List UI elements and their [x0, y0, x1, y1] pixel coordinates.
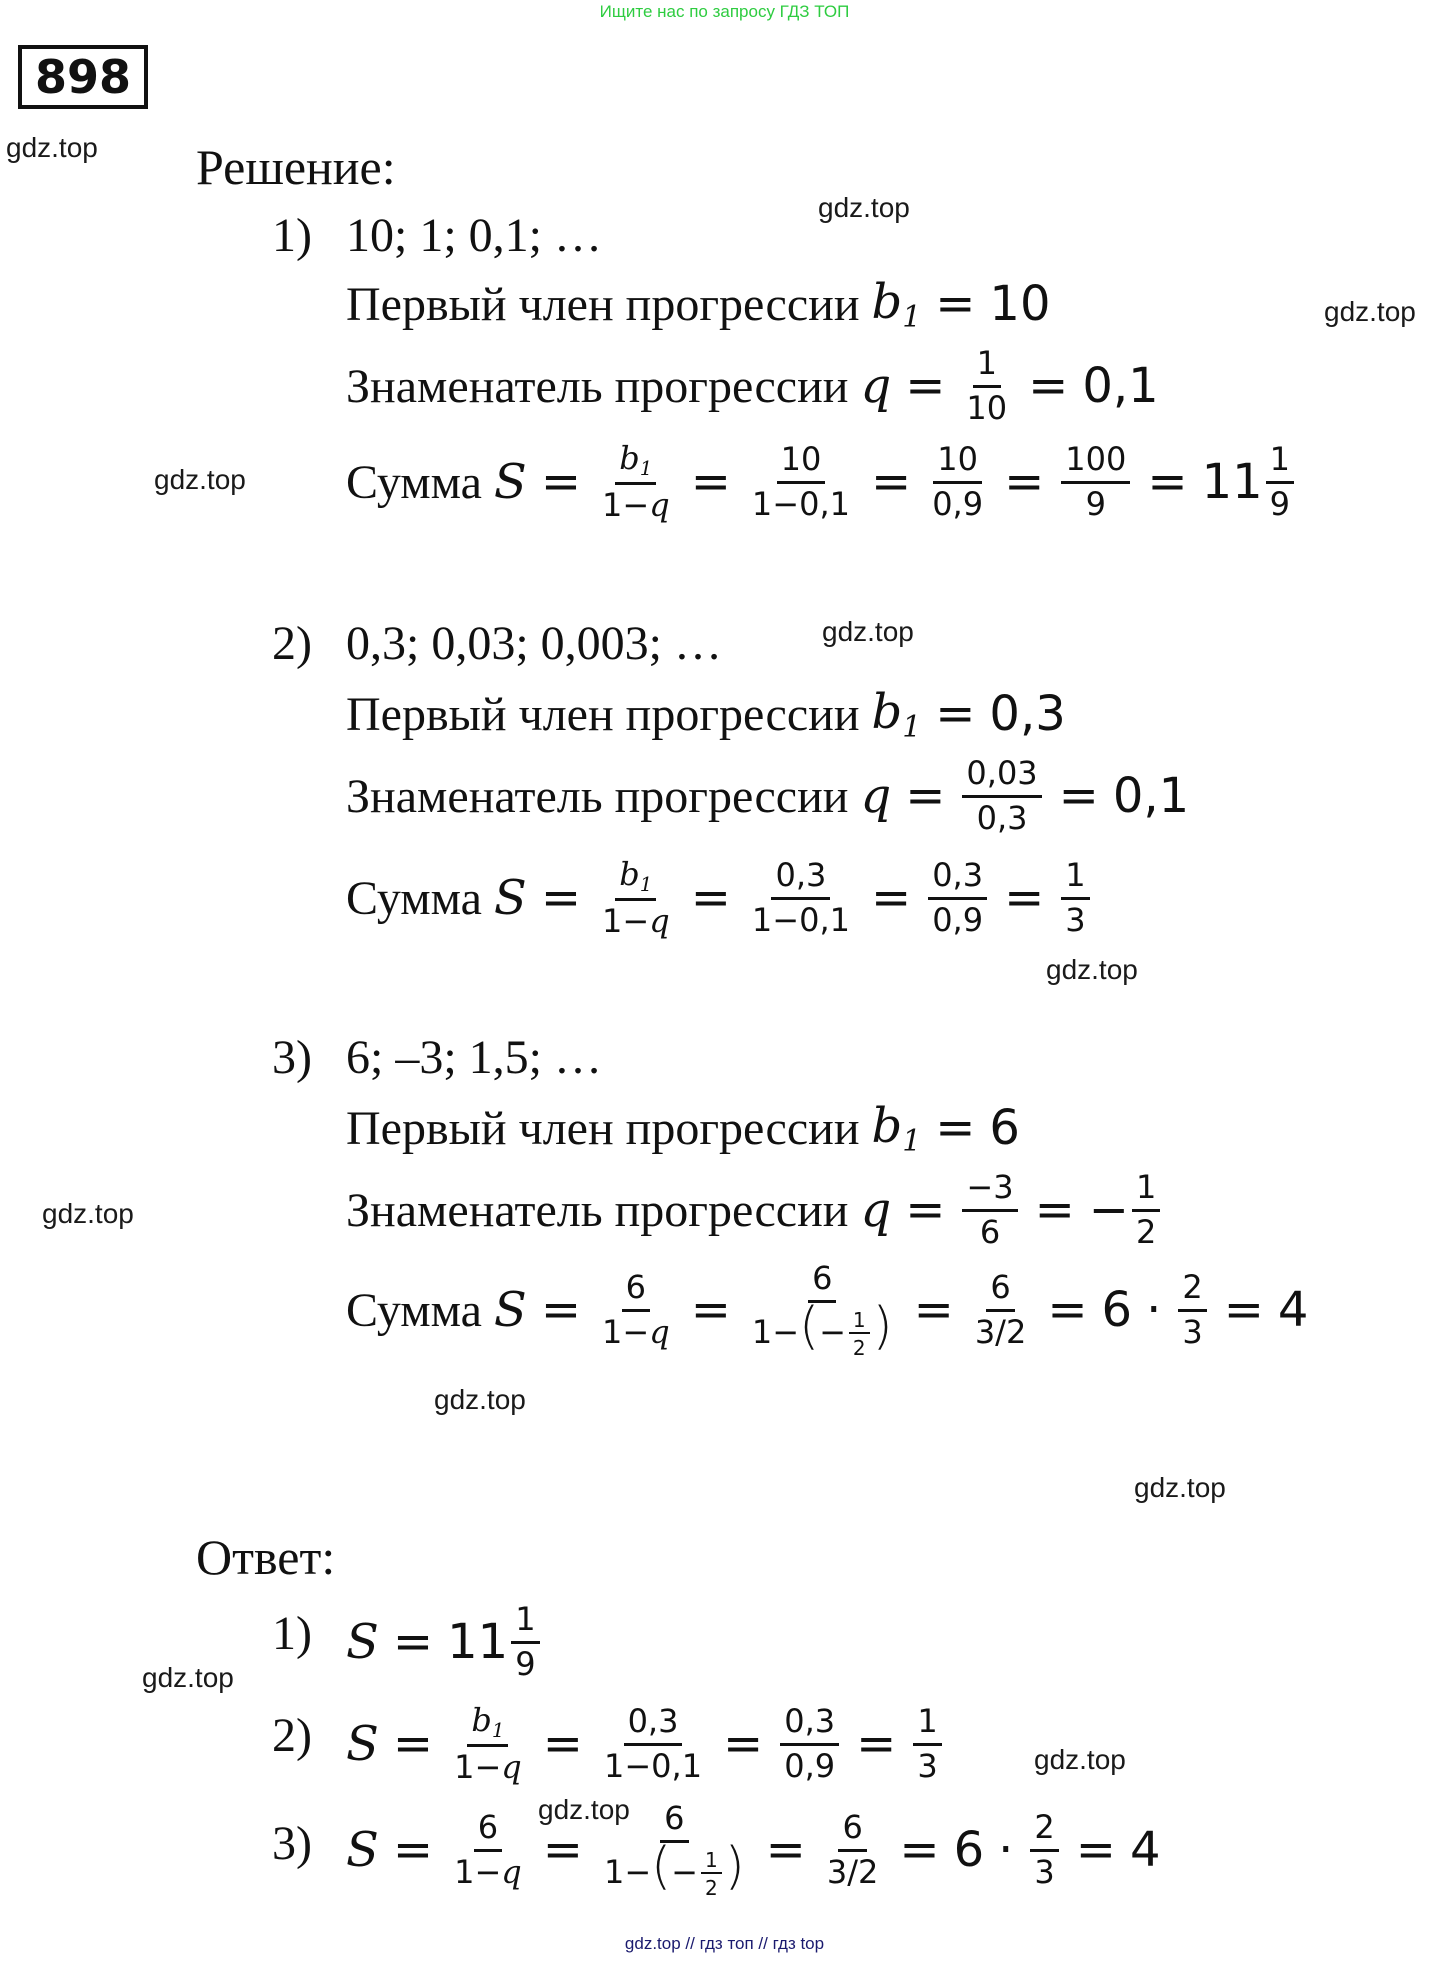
sequence: 6; –3; 1,5; …	[346, 1031, 603, 1084]
ratio-value: 0,1	[1082, 358, 1159, 414]
ratio-line: Знаменатель прогрессии q = $\frac{-3}{6}$ = − $\frac{1}{2}$	[346, 1160, 1163, 1260]
top-banner: Ищите нас по запросу ГДЗ ТОП	[599, 2, 850, 21]
watermark: gdz.top	[434, 1384, 526, 1415]
first-term-value: 10	[989, 276, 1051, 332]
watermark: gdz.top	[142, 1662, 234, 1693]
item-number: 1)	[272, 209, 312, 262]
watermark: gdz.top	[822, 616, 914, 647]
sum-line: Сумма S = $\frac{b_1}{1-q}$ = $\frac{0,3}{1-0,1}$ = $\frac{0,3}{0,9}$ = $\frac{1}{3}$	[346, 848, 1093, 948]
answer-result: $\frac{1}{3}$	[913, 1704, 941, 1783]
answer-heading: Ответ:	[196, 1529, 336, 1585]
sum-step-fraction: $\frac{6}{3/2}$	[974, 1268, 1027, 1351]
sum-step-fraction: $\frac{10}{1-0,1}$	[751, 440, 850, 523]
sum-result: $\frac{1}{3}$	[1061, 858, 1089, 937]
b-var: $b_1$	[871, 273, 922, 335]
first-term-line: Первый член прогрессии $b_1$ = 0,3	[346, 683, 1066, 745]
watermark: gdz.top	[1324, 296, 1416, 327]
watermark: gdz.top	[1034, 1744, 1126, 1775]
watermark: gdz.top	[42, 1198, 134, 1229]
ratio-fraction: $\frac{1}{10}$	[966, 344, 1008, 427]
ratio-value: 0,1	[1112, 768, 1190, 824]
watermark: gdz.top	[538, 1794, 630, 1825]
sum-step-fraction: $\frac{100}{9}$	[1061, 442, 1130, 521]
task-number: 898	[18, 45, 148, 109]
sum-line: Сумма S = $\frac{6}{1-q}$ = 6 1−(− $\frac{1}{2}$ ) = $\frac{6}{3/2}$ = 6 · $\frac{2}{3}$ = 4	[346, 1259, 1309, 1360]
bottom-bar: gdz.top // гдз топ // гдз top	[624, 1934, 825, 1953]
item-number: 2)	[272, 617, 312, 670]
solution-heading: Решение:	[196, 139, 396, 195]
sum-result: 4	[1277, 1282, 1309, 1338]
answer-result: 11 $\frac{1}{9}$	[447, 1602, 542, 1681]
ratio-label: Знаменатель прогрессии	[346, 359, 849, 413]
answer-result: 4	[1130, 1822, 1161, 1878]
q-var: q	[860, 358, 892, 414]
watermark: gdz.top	[1134, 1472, 1226, 1503]
sum-result: 11 $\frac{1}{9}$	[1202, 442, 1297, 521]
answer-number: 3)	[272, 1817, 312, 1870]
ratio-value: $\frac{1}{2}$	[1132, 1170, 1160, 1249]
sum-step-fraction: $\frac{0,3}{0,9}$	[928, 858, 987, 937]
sum-line: Сумма S = $\frac{b_1}{1-q}$ = $\frac{10}{1-0,1}$ = $\frac{10}{0,9}$ = $\frac{100}{9}$ = 11 $\frac{1}{9}$	[346, 432, 1297, 532]
first-term-line: Первый член прогрессии $b_1$ = 6	[346, 1097, 1020, 1159]
watermark: gdz.top	[1046, 954, 1138, 985]
ratio-line: Знаменатель прогрессии q = $\frac{1}{10}$ = 0,1	[346, 344, 1159, 427]
first-term-value: 6	[989, 1100, 1020, 1156]
sum-label: Сумма	[346, 455, 482, 509]
watermark: gdz.top	[818, 192, 910, 223]
sequence: 0,3; 0,03; 0,003; …	[346, 617, 723, 670]
sum-formula-fraction: $\frac{b_1}{1-q}$	[602, 438, 670, 525]
answer-line: S = $\frac{6}{1-q}$ = 6 1−(− $\frac{1}{2}$ ) = $\frac{6}{3/2}$ = 6 · $\frac{2}{3}$ = 4	[346, 1799, 1161, 1900]
first-term-line: Первый член прогрессии $b_1$ = 10	[346, 273, 1051, 335]
sum-step-fraction: $\frac{10}{0,9}$	[932, 440, 984, 523]
watermark: gdz.top	[154, 464, 246, 495]
ratio-fraction: $\frac{0,03}{0,3}$	[962, 756, 1041, 835]
sequence: 10; 1; 0,1; …	[346, 209, 603, 262]
first-term-value: 0,3	[989, 686, 1066, 742]
first-term-label: Первый член прогрессии	[346, 277, 860, 331]
ratio-line: Знаменатель прогрессии q = $\frac{0,03}{0,3}$ = 0,1	[346, 754, 1190, 837]
ratio-fraction: $\frac{-3}{6}$	[962, 1170, 1017, 1249]
answer-line: S = $\frac{b_1}{1-q}$ = $\frac{0,3}{1-0,1}$ = $\frac{0,3}{0,9}$ = $\frac{1}{3}$	[346, 1694, 945, 1794]
answer-number: 1)	[272, 1607, 312, 1660]
sum-step-fraction: 6 1−(− $\frac{1}{2}$ )	[751, 1259, 893, 1360]
watermark: gdz.top	[6, 132, 98, 163]
answer-line: S = 11 $\frac{1}{9}$	[346, 1592, 543, 1692]
sum-step-fraction: $\frac{0,3}{1-0,1}$	[751, 856, 850, 939]
answer-number: 2)	[272, 1709, 312, 1762]
item-number: 3)	[272, 1031, 312, 1084]
